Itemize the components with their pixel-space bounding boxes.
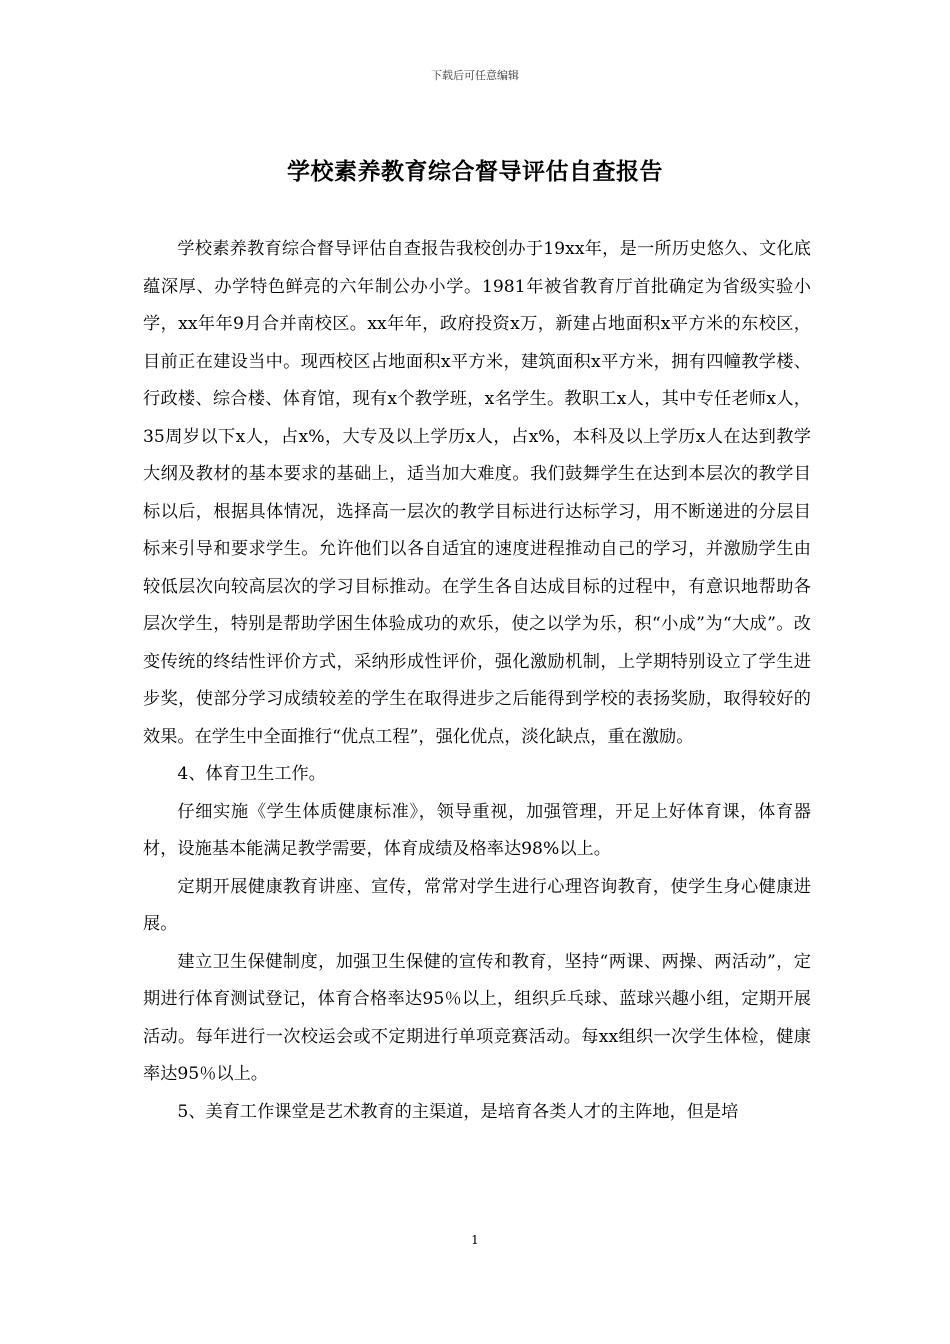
page-number: 1 <box>471 1233 479 1247</box>
paragraph: 学校素养教育综合督导评估自查报告我校创办于19xx年，是一所历史悠久、文化底蕴深厚、办学特色鲜亮的六年制公办小学。1981年被省教育厅首批确定为省级实验小学，xx年年9月合并南校区。xx年年，政府投资x万，新建占地面积x平方米的东校区，目前正在建设当中。现西校区占地面积x平方米，建筑面积x平方米，拥有四幢教学楼、行政楼、综合楼、体育馆，现有x个教学班，x名学生。教职工x人，其中专任老师x人，35周岁以下x人，占x%，大专及以上学历x人，占x%，本科及以上学历x人在达到教学大纲及教材的基本要求的基础上，适当加大难度。我们鼓舞学生在达到本层次的教学目标以后，根据具体情况，选择高一层次的教学目标进行达标学习，用不断递进的分层目标来引导和要求学生。允许他们以各自适宜的速度进程推动自己的学习，并激励学生由较低层次向较高层次的学习目标推动。在学生各自达成目标的过程中，有意识地帮助各层次学生，特别是帮助学困生体验成功的欢乐，使之以学为乐，积“小成”为“大成”。改变传统的终结性评价方式，采纳形成性评价，强化激励机制，上学期特别设立了学生进步奖，使部分学习成绩较差的学生在取得进步之后能得到学校的表扬奖励，取得较好的效果。在学生中全面推行“优点工程”，强化优点，淡化缺点，重在激励。 <box>143 239 811 747</box>
document-body <box>143 231 811 1131</box>
document-title: 学校素养教育综合督导评估自查报告 <box>287 159 663 185</box>
page-header-note: 下载后可任意编辑 <box>431 69 519 82</box>
paragraph: 建立卫生保健制度，加强卫生保健的宣传和教育，坚持“两课、两操、两活动”，定期进行体育测试登记，体育合格率达95％以上，组织乒乓球、蓝球兴趣小组，定期开展活动。每年进行一次校运会或不定期进行单项竞赛活动。每xx组织一次学生体检，健康率达95％以上。 <box>143 951 811 1084</box>
paragraph: 5、美育工作课堂是艺术教育的主渠道，是培育各类人才的主阵地，但是培 <box>177 1101 739 1122</box>
paragraph: 定期开展健康教育讲座、宣传，常常对学生进行心理咨询教育，使学生身心健康进展。 <box>143 876 811 934</box>
section-heading: 4、体育卫生工作。 <box>177 764 326 784</box>
paragraph: 仔细实施《学生体质健康标准》，领导重视，加强管理，开足上好体育课，体育器材，设施基本能满足教学需要，体育成绩及格率达98%以上。 <box>143 801 811 859</box>
